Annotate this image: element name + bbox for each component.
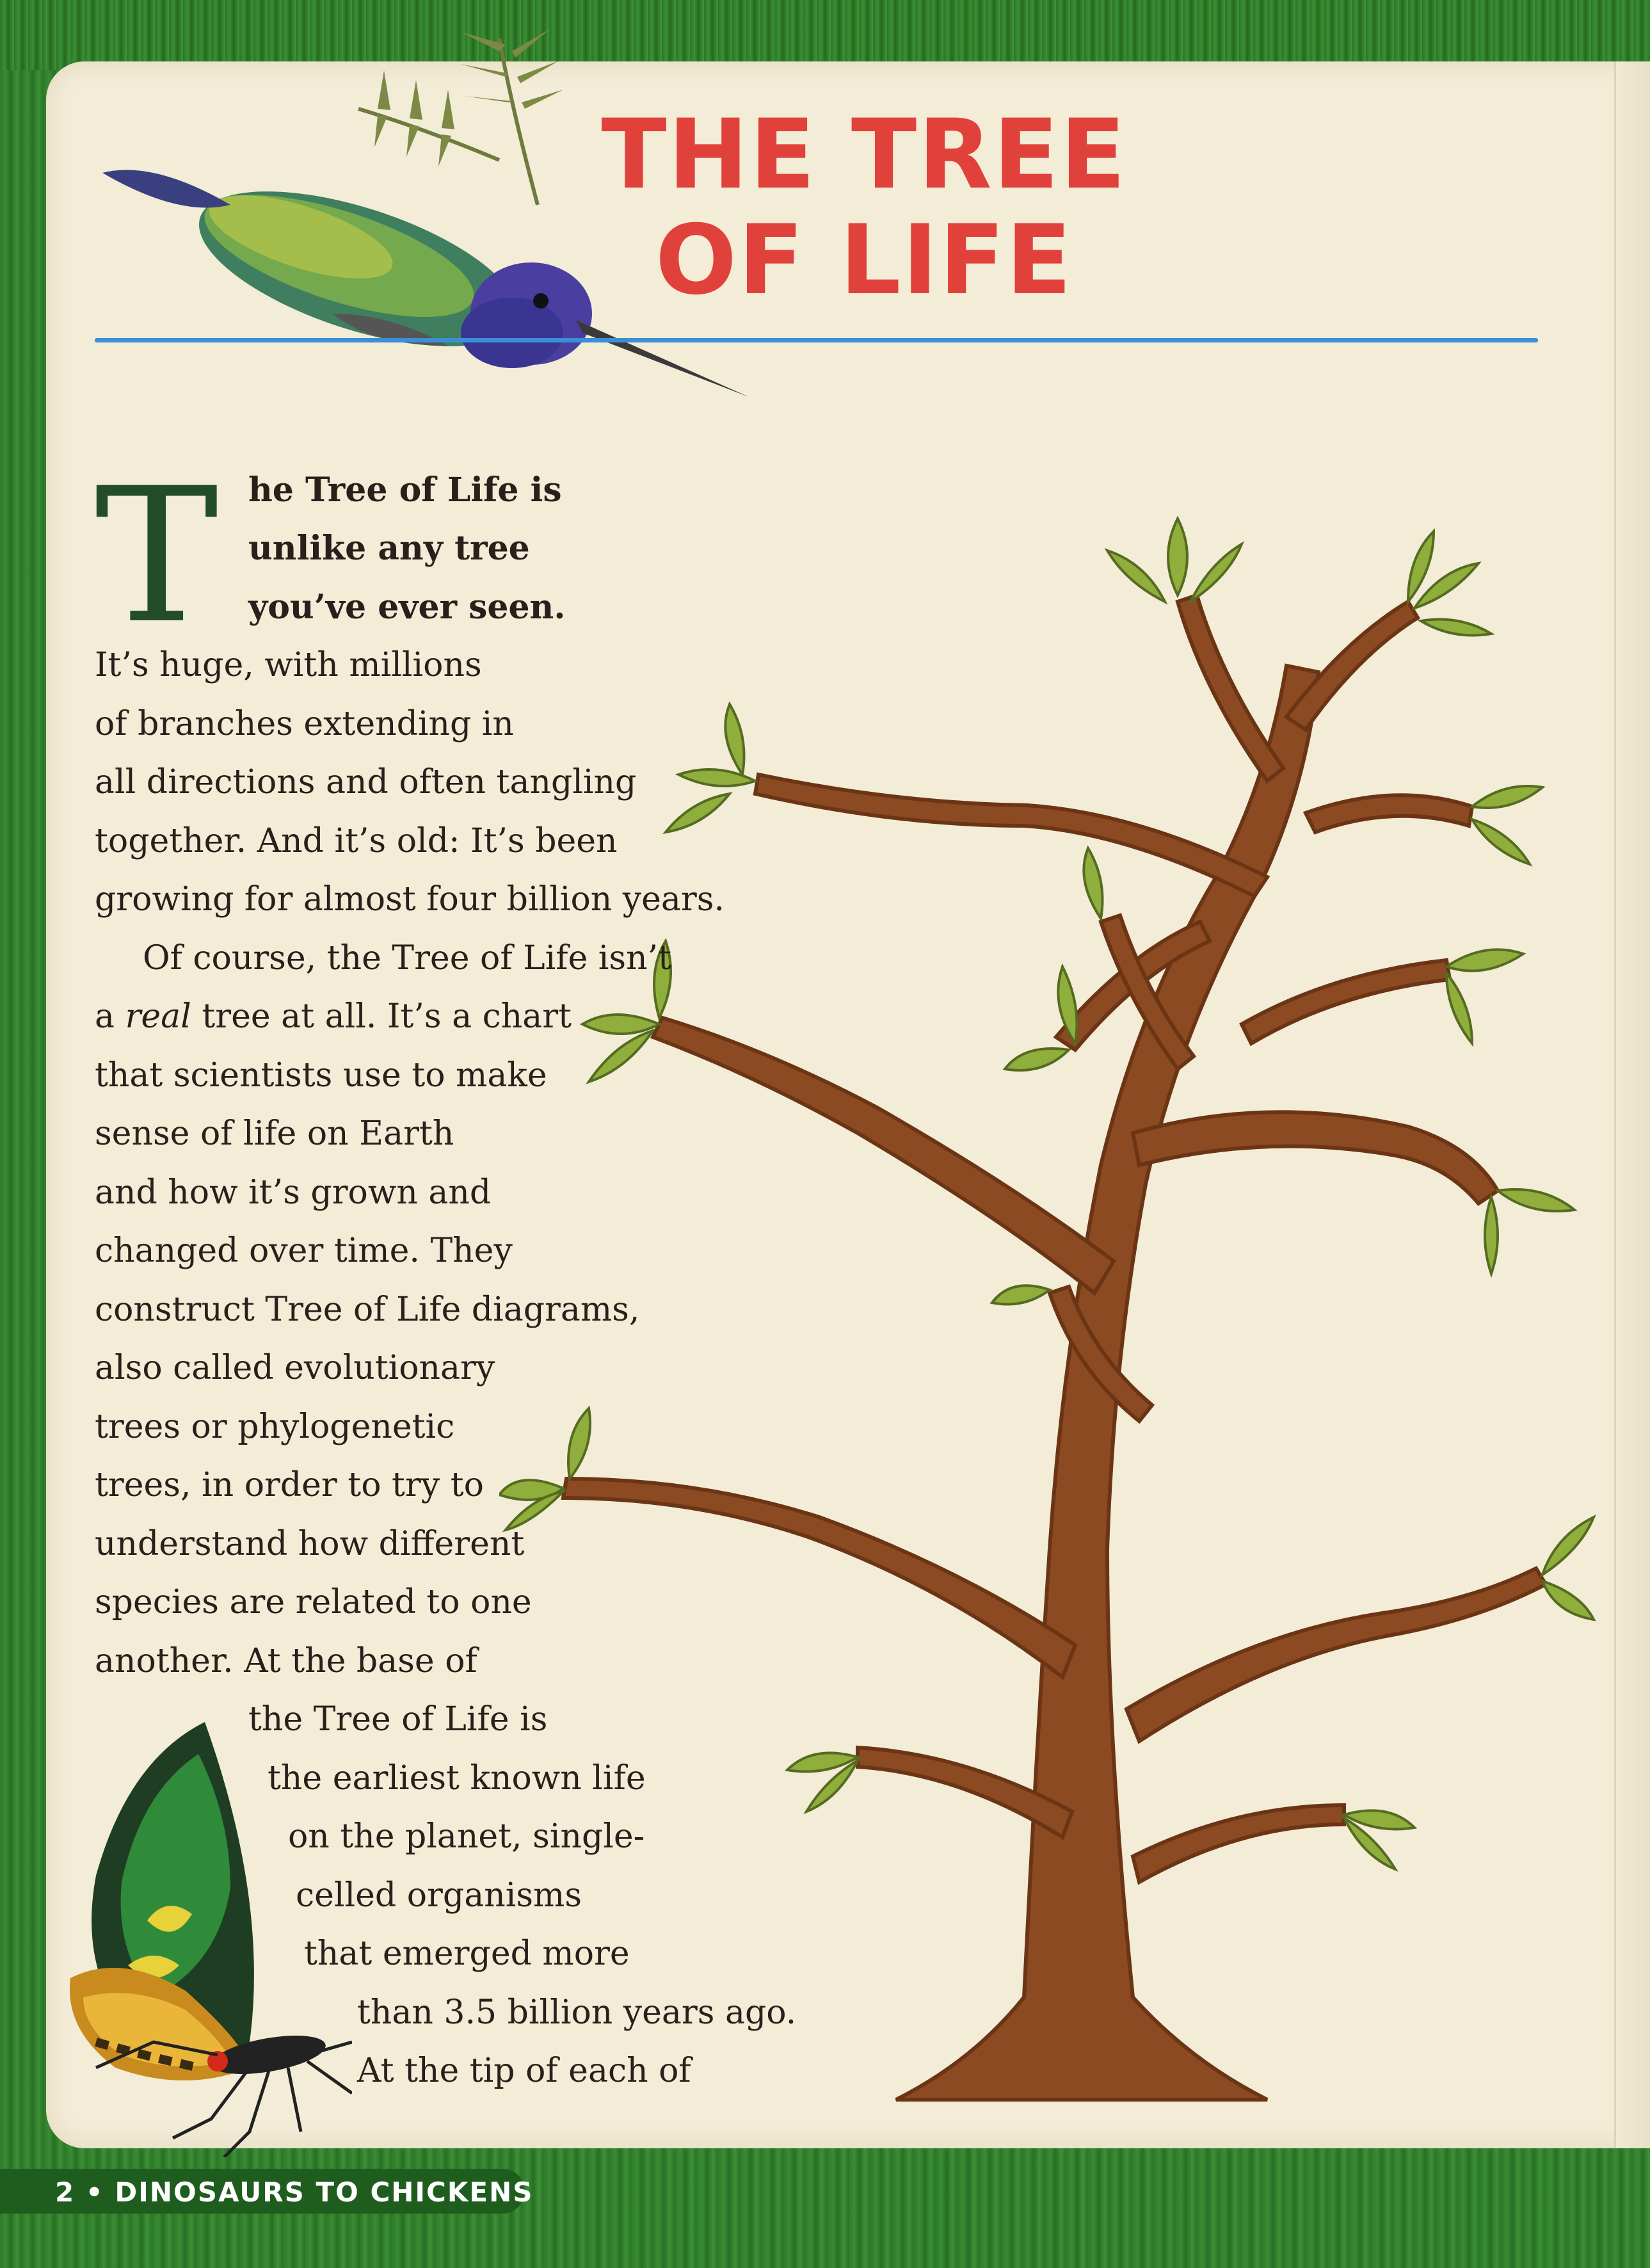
text-line: the Tree of Life is — [248, 1700, 548, 1739]
text-line: trees, in order to try to — [95, 1466, 484, 1504]
text-word: tree at all. It’s a chart — [202, 997, 572, 1036]
text-line: celled organisms — [296, 1876, 582, 1915]
text-line: Of course, the Tree of Life isn’t — [143, 939, 672, 977]
text-line: he Tree of Life is — [248, 470, 562, 510]
title-line-2: OF LIFE — [655, 205, 1073, 316]
text-line: also called evolutionary — [95, 1349, 495, 1387]
text-word: a — [95, 997, 115, 1036]
text-line: than 3.5 billion years ago. — [357, 1993, 797, 2032]
drop-cap: T — [95, 449, 219, 664]
text-line: that emerged more — [304, 1934, 630, 1973]
text-line: changed over time. They — [95, 1232, 513, 1270]
text-line: species are related to one — [95, 1583, 532, 1621]
title-line-1: THE TREE — [601, 99, 1127, 211]
text-line: that scientists use to make — [95, 1056, 547, 1095]
text-line: and how it’s grown and — [95, 1173, 492, 1212]
page-edge — [1614, 61, 1650, 2148]
text-line: on the planet, single- — [288, 1817, 645, 1856]
text-line: At the tip of each of — [357, 2052, 691, 2090]
text-line: another. At the base of — [95, 1642, 477, 1680]
page-title — [576, 99, 1152, 316]
text-line: construct Tree of Life diagrams, — [95, 1291, 640, 1329]
page-number: 2 — [55, 2176, 76, 2208]
text-line: all directions and often tangling — [95, 763, 637, 801]
text-line — [95, 988, 572, 1047]
text-emphasis: real — [125, 997, 191, 1036]
text-line: the earliest known life — [268, 1759, 646, 1798]
text-line: of branches extending in — [95, 705, 514, 743]
section-title: DINOSAURS TO CHICKENS — [115, 2176, 534, 2208]
text-line: trees or phylogenetic — [95, 1408, 455, 1446]
text-line: growing for almost four billion years. — [95, 880, 725, 919]
text-line: unlike any tree — [248, 529, 530, 568]
butterfly-illustration — [58, 1709, 352, 2157]
footer — [55, 2176, 534, 2208]
footer-separator: • — [85, 2176, 104, 2208]
text-line: sense of life on Earth — [95, 1114, 454, 1153]
text-line: you’ve ever seen. — [248, 588, 566, 627]
text-line: together. And it’s old: It’s been — [95, 822, 618, 860]
text-line: It’s huge, with millions — [95, 646, 482, 684]
text-line: understand how different — [95, 1525, 525, 1563]
tree-illustration — [499, 333, 1600, 2138]
